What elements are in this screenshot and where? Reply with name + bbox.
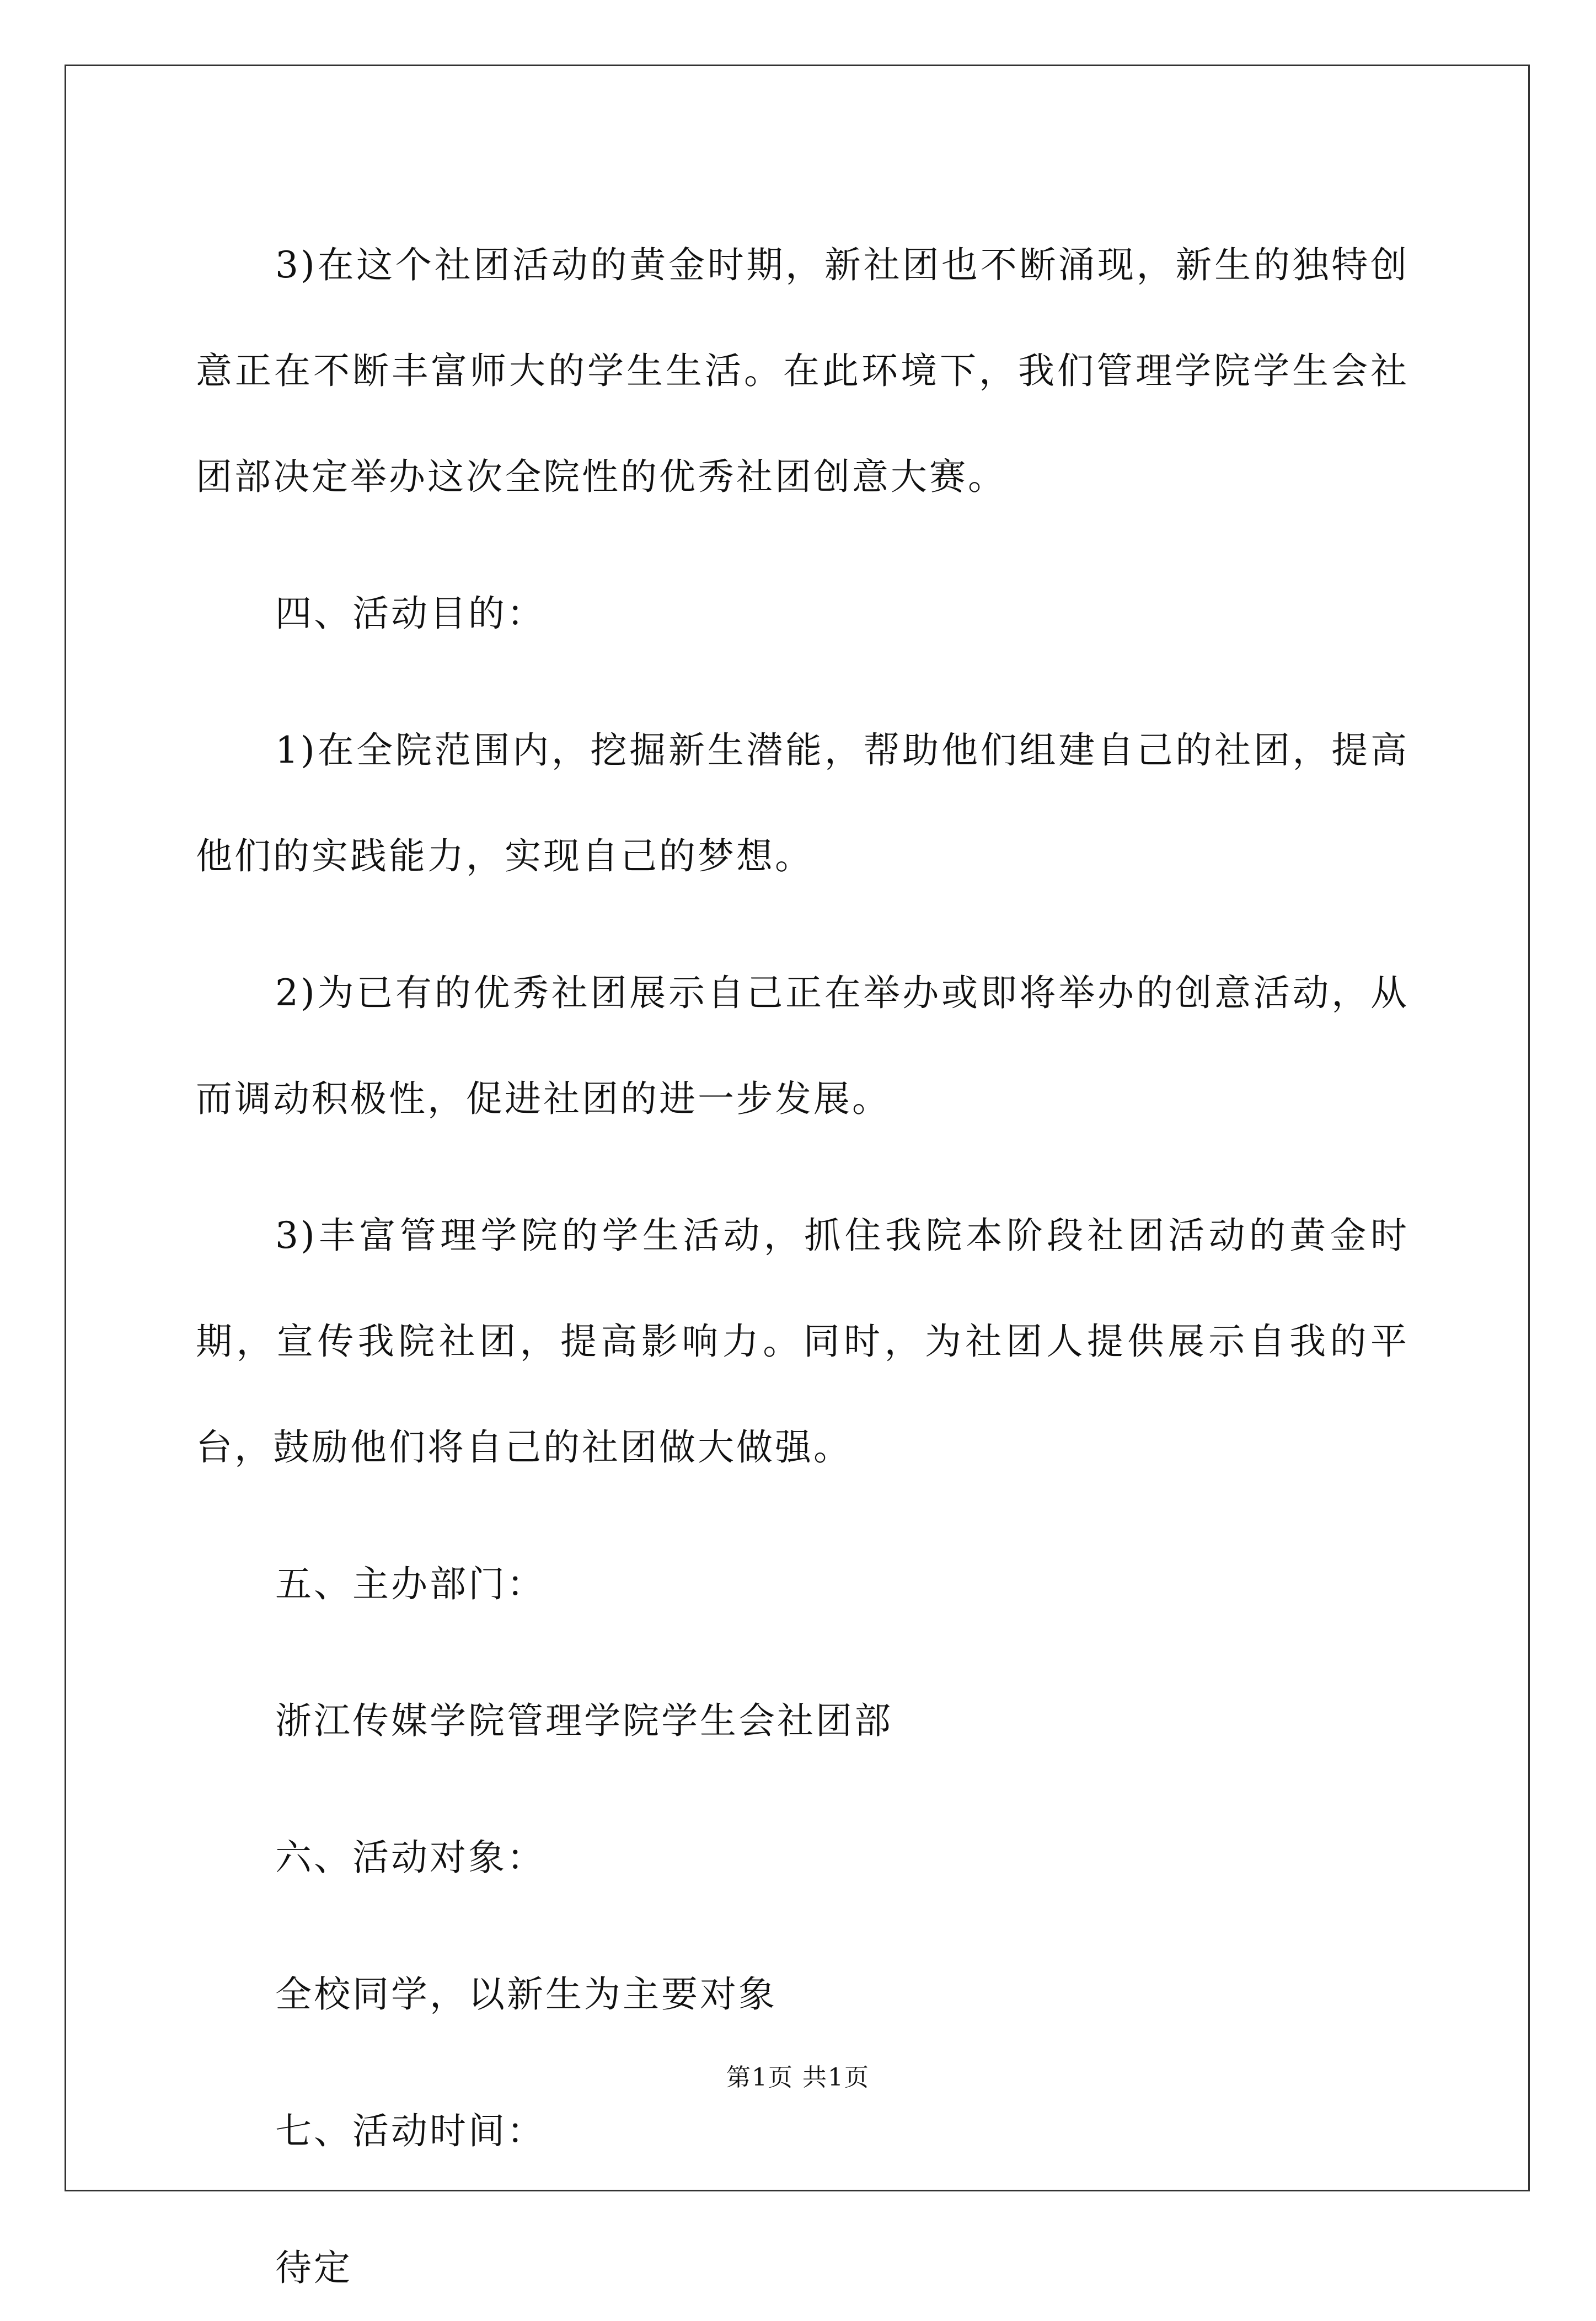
paragraph-organizer: 浙江传媒学院管理学院学生会社团部	[275, 1700, 893, 1742]
paragraph-participants: 全校同学，以新生为主要对象	[275, 1973, 777, 2016]
heading-organizer: 五、主办部门：	[275, 1563, 545, 1605]
paragraph-purpose-1: 1)在全院范围内，挖掘新生潜能，帮助他们组建自己的社团，提高他们的实践能力，实现自己的梦想。	[196, 729, 1409, 877]
paragraph-activity-time: 待定	[275, 2247, 352, 2289]
paragraph-background-3: 3)在这个社团活动的黄金时期，新社团也不断涌现，新生的独特创意正在不断丰富师大的学生生活。在此环境下，我们管理学院学生会社团部决定举办这次全院性的优秀社团创意大赛。	[196, 244, 1409, 498]
paragraph-purpose-3: 3)丰富管理学院的学生活动，抓住我院本阶段社团活动的黄金时期，宣传我院社团，提高影响力。同时，为社团人提供展示自我的平台，鼓励他们将自己的社团做大做强。	[196, 1214, 1409, 1468]
document-body	[196, 212, 1409, 2321]
heading-activity-time: 七、活动时间：	[275, 2110, 545, 2152]
heading-activity-purpose: 四、活动目的：	[275, 592, 545, 635]
paragraph-purpose-2: 2)为已有的优秀社团展示自己正在举办或即将举办的创意活动，从而调动积极性，促进社团的进一步发展。	[196, 972, 1409, 1120]
page-footer: 第1页 共1页	[726, 2063, 870, 2092]
heading-participants: 六、活动对象：	[275, 1836, 545, 1879]
